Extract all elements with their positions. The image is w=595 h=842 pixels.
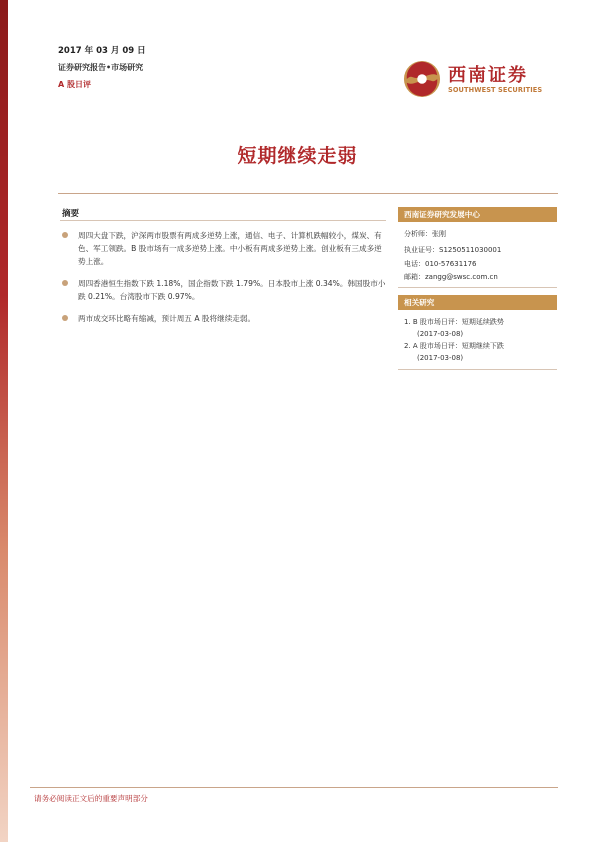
bullet-dot-icon bbox=[62, 315, 68, 321]
related-research-date: (2017-03-08) bbox=[417, 330, 464, 338]
summary-bullet-text: 周四香港恒生指数下跌 1.18%，国企指数下跌 1.79%。日本股市上涨 0.34%。韩国股市小跌 0.21%。台湾股市下跌 0.97%。 bbox=[78, 279, 386, 301]
footer-disclaimer: 请务必阅读正文后的重要声明部分 bbox=[34, 794, 148, 803]
analyst-name: 分析师：张刚 bbox=[404, 230, 446, 238]
company-logo bbox=[403, 56, 553, 102]
page-title: 短期继续走弱 bbox=[237, 145, 358, 167]
header-divider bbox=[58, 193, 558, 194]
related-research-item[interactable] bbox=[404, 316, 504, 340]
related-research-label: 2. A 股市场日评：短期继续下跌 bbox=[404, 342, 504, 350]
summary-divider bbox=[60, 220, 386, 221]
related-research-header bbox=[398, 295, 557, 310]
left-decorative-stripe bbox=[0, 0, 8, 842]
footer-divider bbox=[30, 787, 558, 788]
research-center-header bbox=[398, 207, 557, 222]
summary-heading: 摘要 bbox=[62, 209, 80, 219]
bullet-dot-icon bbox=[62, 232, 68, 238]
related-research-date: (2017-03-08) bbox=[417, 354, 464, 362]
related-research-item[interactable] bbox=[404, 340, 504, 364]
summary-bullet-text: 周四大盘下跌，沪深两市股票有两成多逆势上涨，通信、电子、计算机跌幅较小，煤炭、有色、军工领跌。B 股市场有一成多逆势上涨。中小板有两成多逆势上涨。创业板有三成多逆势上涨。 bbox=[78, 231, 382, 266]
sidebar-divider bbox=[398, 287, 557, 288]
report-category: 证券研究报告•市场研究 bbox=[58, 63, 144, 72]
summary-bullet bbox=[62, 277, 388, 303]
sidebar-bottom-divider bbox=[398, 369, 557, 370]
logo-name-cn: 西南证券 bbox=[448, 65, 528, 86]
bullet-dot-icon bbox=[62, 280, 68, 286]
report-date: 2017 年 03 月 09 日 bbox=[58, 46, 146, 56]
report-type: A 股日评 bbox=[58, 80, 91, 89]
analyst-email[interactable]: 邮箱：zangg@swsc.com.cn bbox=[404, 273, 498, 281]
analyst-phone: 电话：010-57631176 bbox=[404, 260, 477, 268]
logo-name-en: SOUTHWEST SECURITIES bbox=[448, 86, 543, 94]
logo-emblem-icon bbox=[403, 60, 441, 98]
summary-bullet-text: 两市成交环比略有缩减，预计周五 A 股将继续走弱。 bbox=[78, 314, 256, 323]
analyst-license: 执业证号：S1250511030001 bbox=[404, 246, 502, 254]
related-research-title: 相关研究 bbox=[404, 298, 435, 307]
summary-bullet bbox=[62, 229, 388, 268]
summary-bullet bbox=[62, 312, 388, 325]
research-center-title: 西南证券研究发展中心 bbox=[404, 210, 480, 219]
related-research-label: 1. B 股市场日评：短期延续跌势 bbox=[404, 318, 504, 326]
